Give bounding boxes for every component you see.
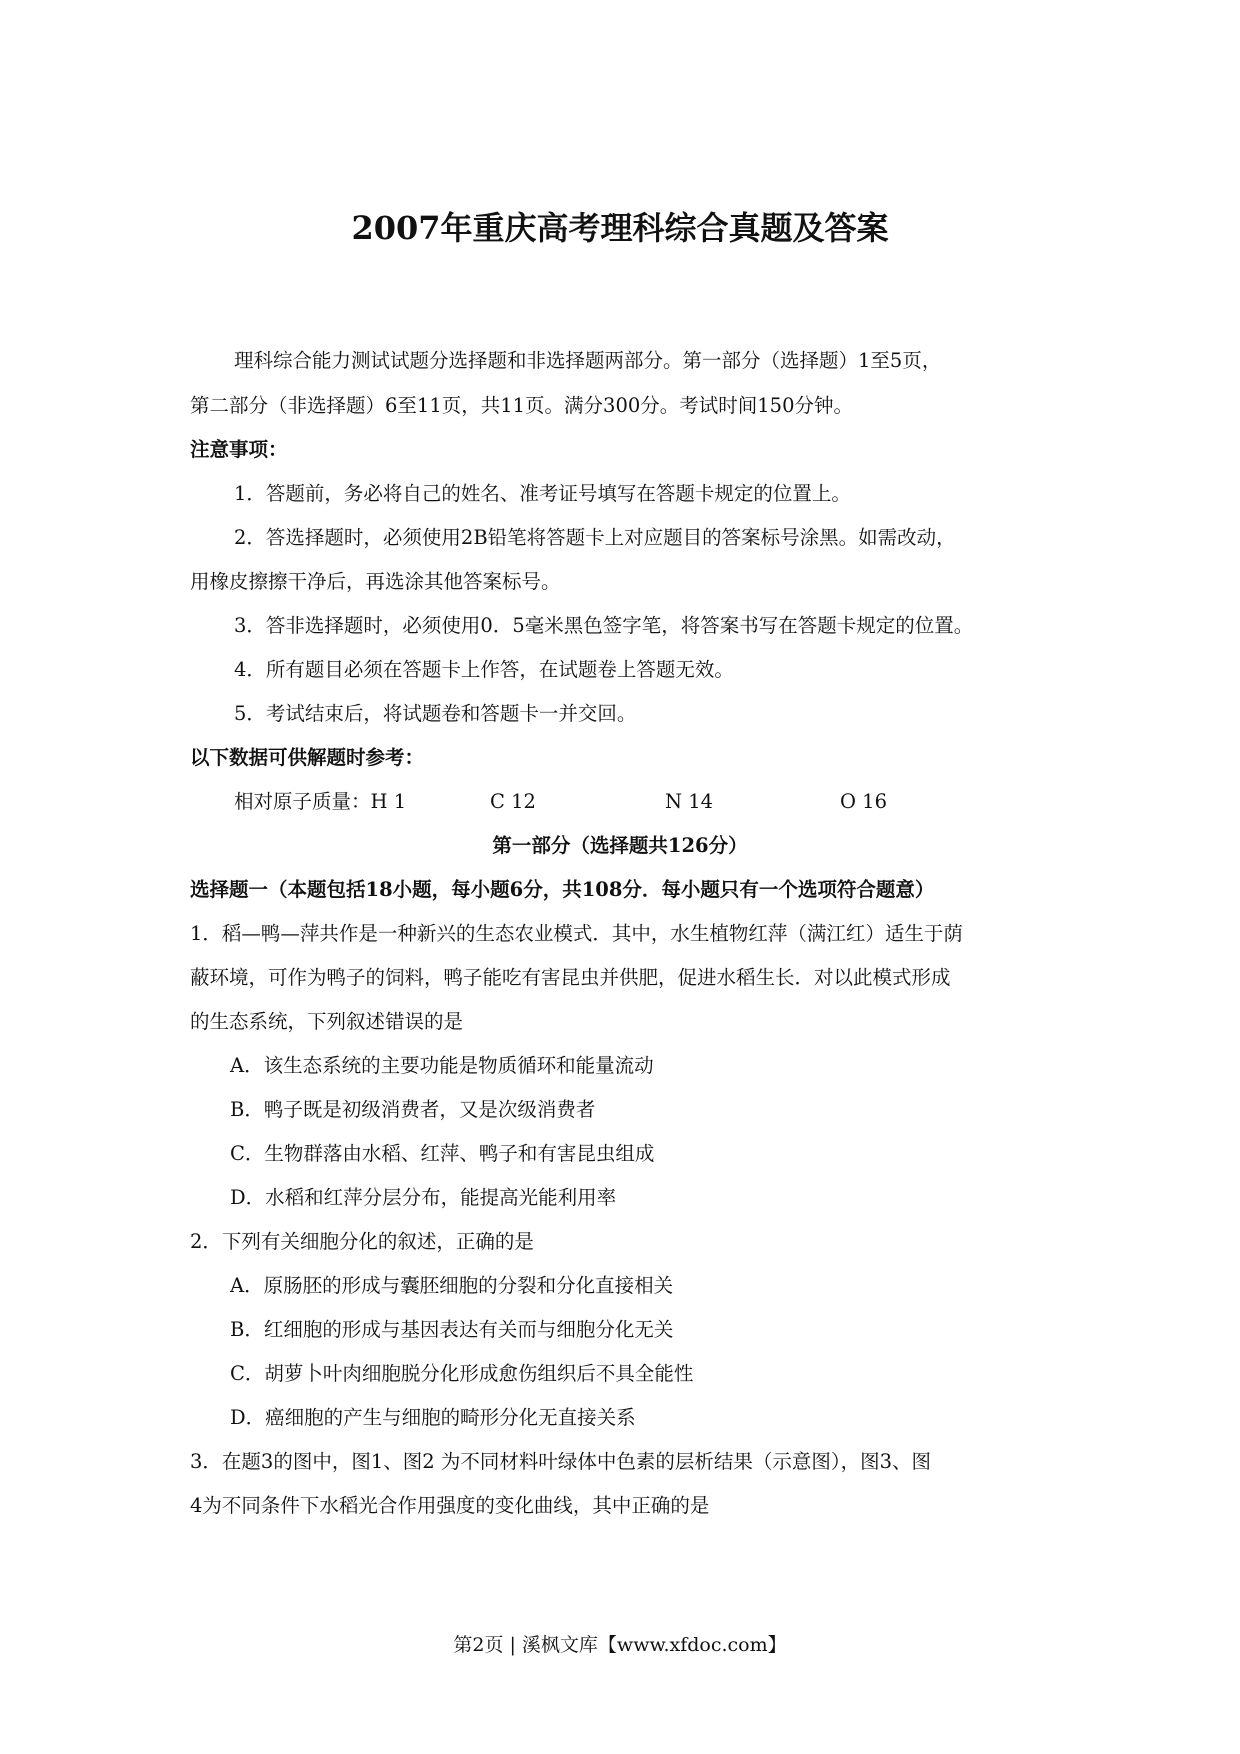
q1-stem-line-2: 蔽环境，可作为鸭子的饲料，鸭子能吃有害昆虫并供肥，促进水稻生长．对以此模式形成 <box>190 966 951 989</box>
q2-stem: 2．下列有关细胞分化的叙述，正确的是 <box>190 1230 534 1253</box>
notice-item-5: 5．考试结束后，将试题卷和答题卡一并交回。 <box>234 702 637 725</box>
q2-option-c: C．胡萝卜叶肉细胞脱分化形成愈伤组织后不具全能性 <box>230 1362 694 1385</box>
q1-option-d: D．水稻和红萍分层分布，能提高光能利用率 <box>230 1186 617 1209</box>
reference-heading: 以下数据可供解题时参考： <box>190 746 425 769</box>
section-heading: 选择题一（本题包括18小题，每小题6分，共108分．每小题只有一个选项符合题意） <box>190 878 935 901</box>
atomic-mass-row <box>234 789 406 815</box>
atomic-mass-o: O 16 <box>840 790 887 813</box>
part1-heading: 第一部分（选择题共126分） <box>492 834 748 857</box>
intro-line-1: 理科综合能力测试试题分选择题和非选择题两部分。第一部分（选择题）1至5页， <box>234 349 942 372</box>
notice-item-4: 4．所有题目必须在答题卡上作答，在试题卷上答题无效。 <box>234 658 734 681</box>
atomic-mass-c: C 12 <box>490 790 536 813</box>
notice-heading: 注意事项： <box>190 438 288 461</box>
notice-item-2: 2．答选择题时，必须使用2B铅笔将答题卡上对应题目的答案标号涂黑。如需改动， <box>234 526 956 549</box>
q3-stem-line-1: 3．在题3的图中，图1、图2 为不同材料叶绿体中色素的层析结果（示意图），图3、图 <box>190 1450 931 1473</box>
page-title: 2007年重庆高考理科综合真题及答案 <box>351 209 889 247</box>
notice-item-1: 1．答题前，务必将自己的姓名、准考证号填写在答题卡规定的位置上。 <box>234 482 851 505</box>
q1-option-c: C．生物群落由水稻、红萍、鸭子和有害昆虫组成 <box>230 1142 655 1165</box>
q3-stem-line-2: 4为不同条件下水稻光合作用强度的变化曲线，其中正确的是 <box>190 1494 710 1517</box>
atomic-mass-label: 相对原子质量：H 1 <box>234 790 407 813</box>
notice-item-3: 3．答非选择题时，必须使用0．5毫米黑色签字笔，将答案书写在答题卡规定的位置。 <box>234 614 974 637</box>
intro-line-2: 第二部分（非选择题）6至11页，共11页。满分300分。考试时间150分钟。 <box>190 394 853 417</box>
q2-option-d: D．癌细胞的产生与细胞的畸形分化无直接关系 <box>230 1406 636 1429</box>
notice-item-2-cont: 用橡皮擦擦干净后，再选涂其他答案标号。 <box>190 570 561 593</box>
q1-stem-line-3: 的生态系统，下列叙述错误的是 <box>190 1010 464 1033</box>
q1-stem-line-1: 1．稻—鸭—萍共作是一种新兴的生态农业模式．其中，水生植物红萍（满江红）适生于荫 <box>190 922 963 945</box>
q1-option-b: B．鸭子既是初级消费者，又是次级消费者 <box>230 1098 596 1121</box>
q2-option-a: A．原肠胚的形成与囊胚细胞的分裂和分化直接相关 <box>230 1274 674 1297</box>
page-footer: 第2页 | 溪枫文库【www.xfdoc.com】 <box>453 1634 787 1656</box>
q1-option-a: A．该生态系统的主要功能是物质循环和能量流动 <box>230 1054 654 1077</box>
q2-option-b: B．红细胞的形成与基因表达有关而与细胞分化无关 <box>230 1318 674 1341</box>
atomic-mass-n: N 14 <box>665 790 714 813</box>
